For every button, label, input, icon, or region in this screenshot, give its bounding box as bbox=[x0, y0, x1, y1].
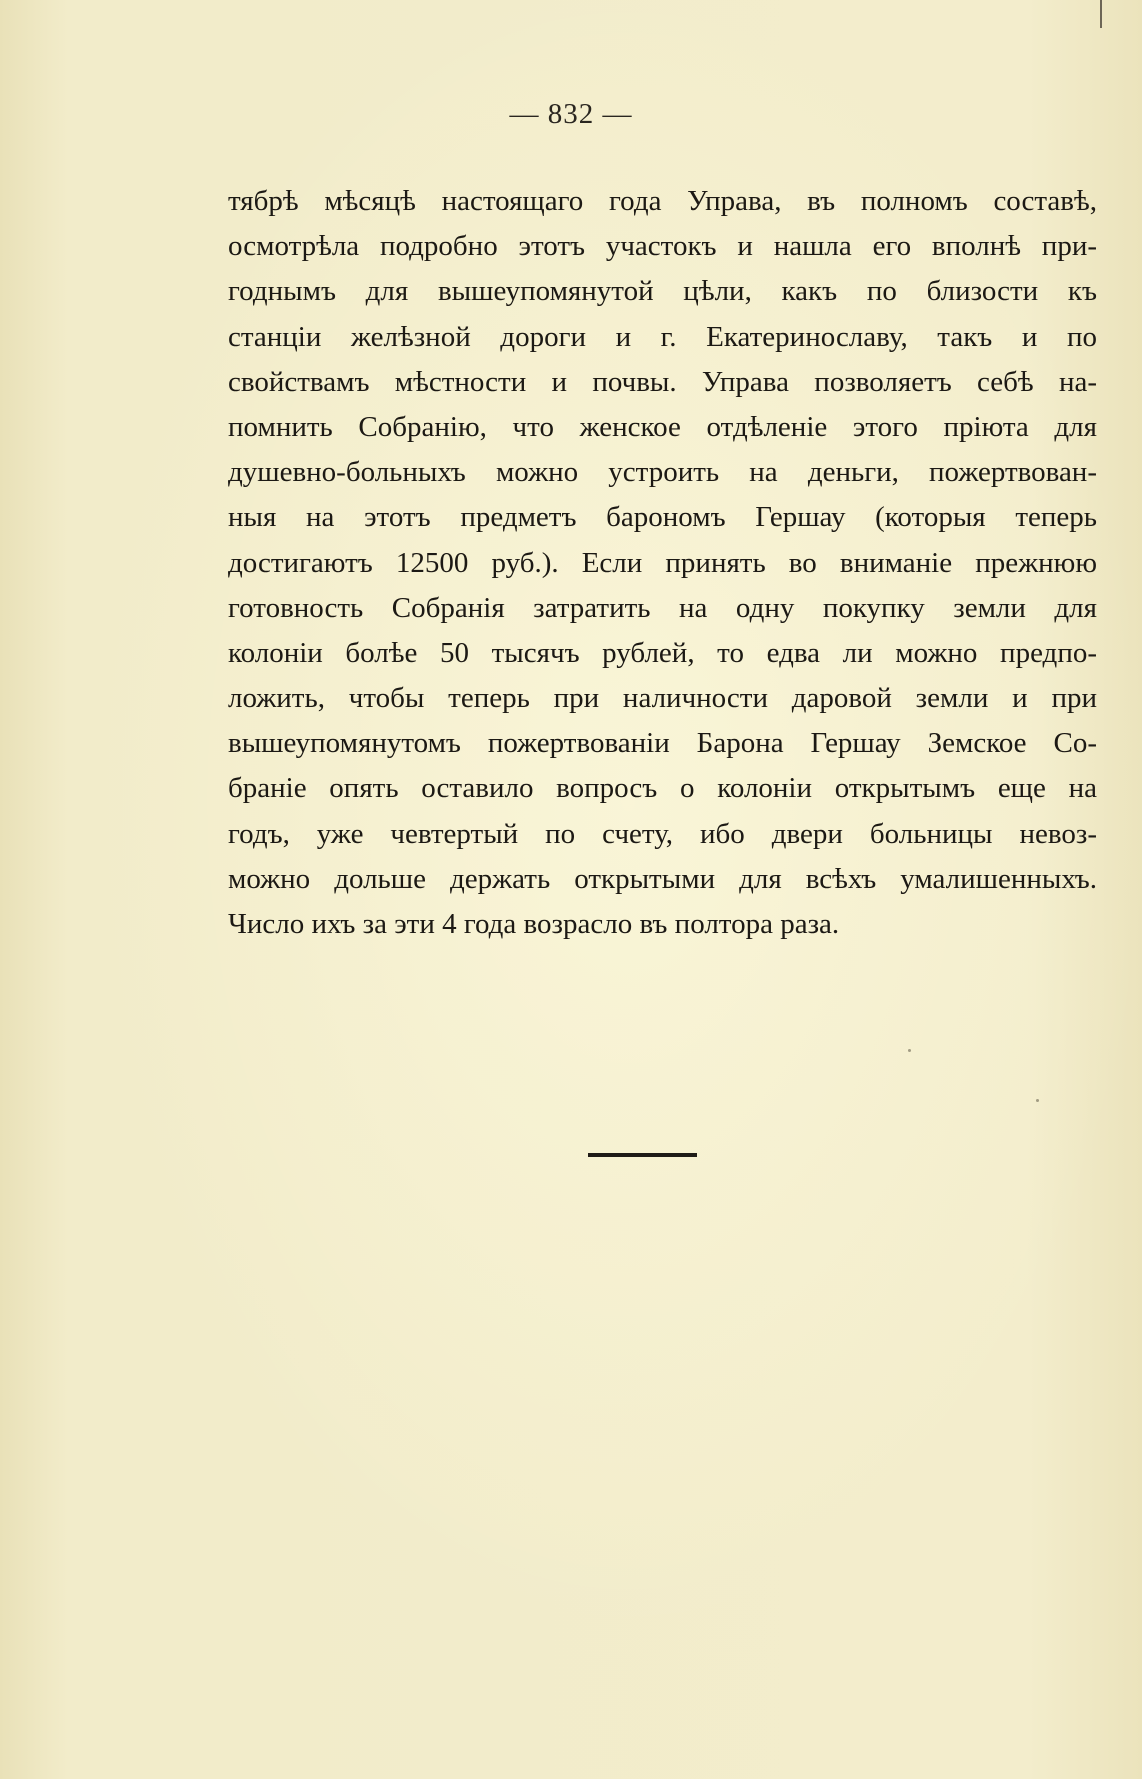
text-line: браніе опять оставило вопросъ о колоніи открытымъ еще на bbox=[228, 772, 1097, 805]
text-line: станціи желѣзной дороги и г. Екатеринославу, такъ и по bbox=[228, 320, 1097, 353]
text-line: помнить Собранію, что женское отдѣленіе этого пріюта для bbox=[228, 410, 1097, 443]
text-line: ныя на этотъ предметъ барономъ Гершау (которыя теперь bbox=[228, 501, 1097, 534]
edge-mark bbox=[1100, 0, 1102, 28]
text-line: достигаютъ 12500 руб.). Если принять во вниманіе прежнюю bbox=[228, 546, 1097, 579]
paper-speck bbox=[908, 1049, 911, 1052]
text-line: готовность Собранія затратить на одну покупку земли для bbox=[228, 591, 1097, 624]
text-line: осмотрѣла подробно этотъ участокъ и нашла его вполнѣ при- bbox=[228, 230, 1097, 263]
page-number: — 832 — bbox=[509, 98, 633, 130]
text-line: колоніи болѣе 50 тысячъ рублей, то едва ли можно предпо- bbox=[228, 636, 1097, 669]
text-line: годъ, уже чевтертый по счету, ибо двери больницы невоз- bbox=[228, 817, 1097, 850]
text-line: ложить, чтобы теперь при наличности даровой земли и при bbox=[228, 682, 1097, 715]
text-line: тябрѣ мѣсяцѣ настоящаго года Управа, въ полномъ составѣ, bbox=[228, 185, 1097, 217]
text-line-last: Число ихъ за эти 4 года возрасло въ полтора раза. bbox=[228, 908, 840, 940]
text-line: свойствамъ мѣстности и почвы. Управа позволяетъ себѣ на- bbox=[228, 365, 1097, 398]
section-divider bbox=[588, 1153, 697, 1157]
paper-speck bbox=[1036, 1099, 1039, 1102]
text-line: можно дольше держать открытыми для всѣхъ умалишенныхъ. bbox=[228, 862, 1097, 895]
text-line: вышеупомянутомъ пожертвованіи Барона Гершау Земское Со- bbox=[228, 727, 1097, 760]
text-line: годнымъ для вышеупомянутой цѣли, какъ по близости къ bbox=[228, 275, 1097, 308]
body-text bbox=[228, 179, 1097, 947]
text-line: душевно-больныхъ можно устроить на деньги, пожертвован- bbox=[228, 456, 1097, 489]
